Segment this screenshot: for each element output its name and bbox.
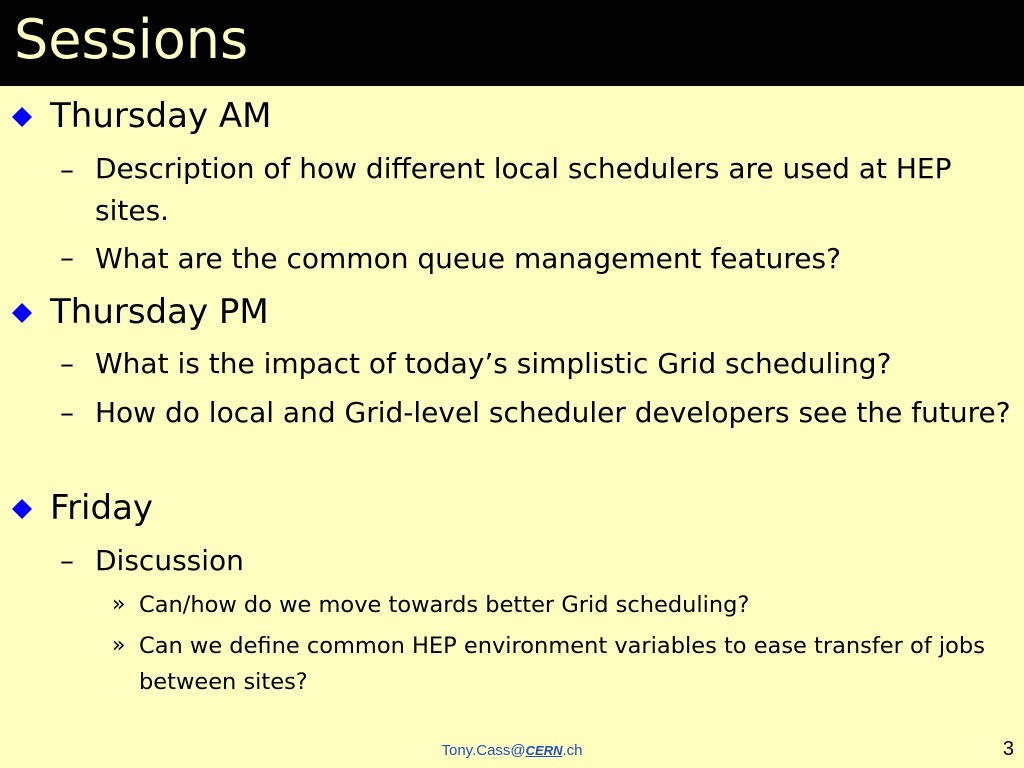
dash-marker: –: [60, 347, 74, 380]
diamond-bullet-icon: [12, 303, 32, 323]
section-subitem: Can/how do we move towards better Grid scheduling?: [139, 592, 750, 618]
diamond-bullet-icon: [12, 499, 32, 519]
section-item: What is the impact of today’s simplistic Grid scheduling?: [95, 347, 892, 380]
footer-prefix: Tony.Cass@: [441, 742, 526, 759]
footer-email: [0, 742, 1024, 759]
slide-title: Sessions: [14, 8, 249, 71]
dash-marker: –: [60, 153, 74, 186]
raquo-marker: »: [112, 633, 126, 658]
dash-marker: –: [60, 241, 74, 274]
diamond-bullet-icon: [12, 107, 32, 127]
cern-logo: CERN: [525, 743, 563, 758]
section-item: Description of how different local schedulers are used at HEP sites.: [95, 152, 952, 227]
section-heading-thursday-pm: Thursday PM: [50, 292, 269, 332]
dash-marker: –: [60, 396, 74, 429]
section-heading-thursday-am: Thursday AM: [50, 96, 272, 136]
section-subitem: Can we define common HEP environment variables to ease transfer of jobs between sites?: [139, 633, 985, 695]
footer-suffix: .ch: [562, 742, 583, 759]
dash-marker: –: [60, 544, 74, 577]
section-item: How do local and Grid-level scheduler developers see the future?: [95, 396, 1011, 429]
section-item: Discussion: [95, 544, 244, 577]
section-heading-friday: Friday: [50, 488, 154, 528]
section-item: What are the common queue management features?: [95, 242, 841, 275]
page-number: 3: [1002, 738, 1014, 760]
raquo-marker: »: [112, 592, 126, 617]
